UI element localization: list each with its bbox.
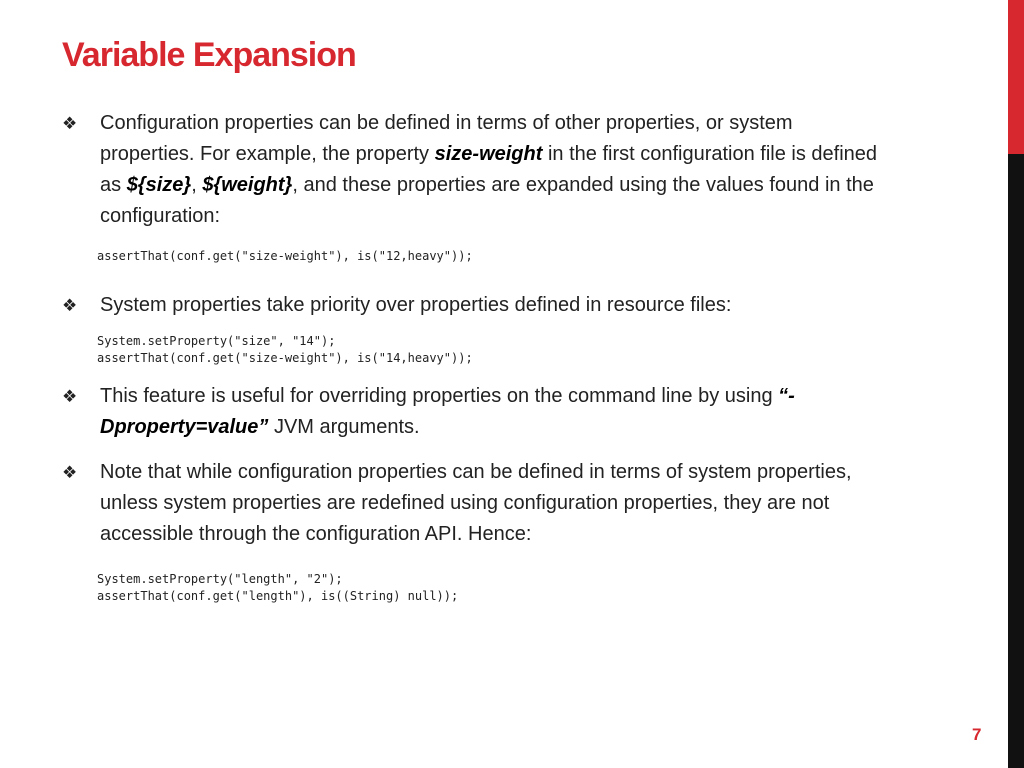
bullet-item bbox=[62, 381, 882, 443]
code-block bbox=[97, 333, 473, 367]
bullet-item bbox=[62, 290, 882, 321]
bullet-text: System properties take priority over properties defined in resource files: bbox=[100, 294, 732, 316]
bullet-item bbox=[62, 108, 882, 232]
emphasis-text: “-Dproperty=value” bbox=[100, 385, 795, 438]
emphasis-text: ${weight} bbox=[202, 174, 293, 196]
emphasis-text: ${size} bbox=[126, 174, 192, 196]
page-number: 7 bbox=[972, 725, 982, 744]
code-line: System.setProperty("size", "14"); bbox=[97, 334, 336, 348]
code-line: assertThat(conf.get("length"), is((String) null)); bbox=[97, 589, 459, 603]
diamond-four-petal-icon: ❖ bbox=[62, 463, 78, 482]
bullet-text: This feature is useful for overriding properties on the command line by using “-Dproperty=value” JVM arguments. bbox=[100, 385, 795, 438]
diamond-four-petal-icon: ❖ bbox=[62, 114, 78, 133]
code-block bbox=[97, 248, 473, 265]
diamond-four-petal-icon: ❖ bbox=[62, 387, 78, 406]
slide-title: Variable Expansion bbox=[62, 36, 356, 74]
side-accent-bar-black bbox=[1008, 154, 1024, 768]
bullet-text: Note that while configuration properties can be defined in terms of system properties, unless system properties are redefined using configuration properties, they are not accessible through the configuration API. Hence: bbox=[100, 461, 852, 545]
code-line: System.setProperty("length", "2"); bbox=[97, 572, 343, 586]
bullet-text: Configuration properties can be defined in terms of other properties, or system properties. For example, the property size-weight in the first configuration file is defined as ${size}, ${weight}, and these properties are expanded using the values found in the configuration: bbox=[100, 112, 878, 227]
side-accent-bar-red bbox=[1008, 0, 1024, 154]
code-line: assertThat(conf.get("size-weight"), is("12,heavy")); bbox=[97, 249, 473, 263]
emphasis-text: size-weight bbox=[434, 143, 543, 165]
bullet-item bbox=[62, 457, 882, 550]
code-block bbox=[97, 571, 458, 605]
code-line: assertThat(conf.get("size-weight"), is("14,heavy")); bbox=[97, 351, 473, 365]
diamond-four-petal-icon: ❖ bbox=[62, 296, 78, 315]
